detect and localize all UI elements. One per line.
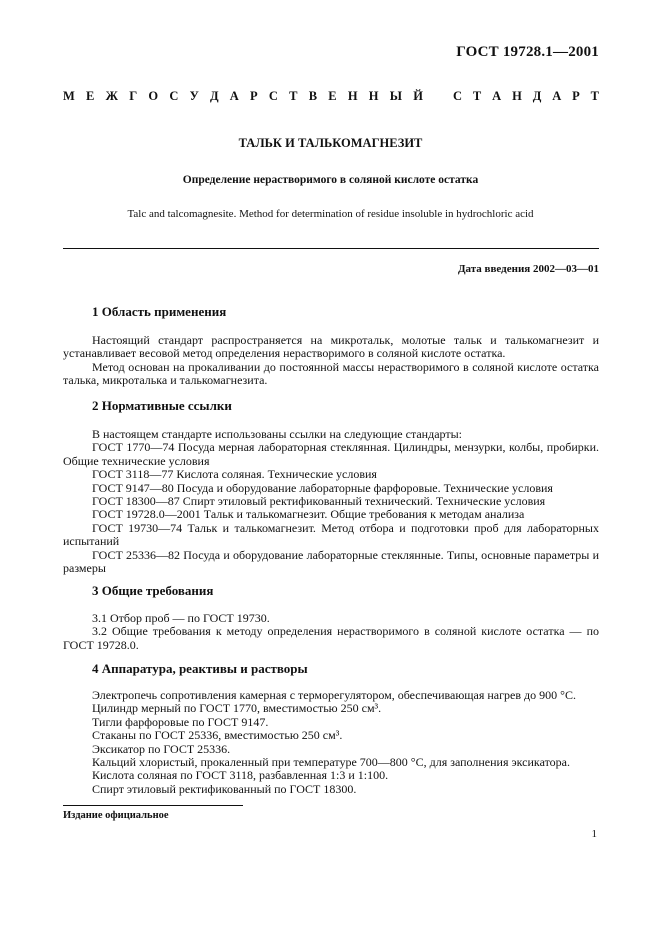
introduction-date: Дата введения 2002—03—01 [457,263,599,275]
normative-reference: ГОСТ 1770—74 Посуда мерная лабораторная стеклянная. Цилиндры, мензурки, колбы, пробирки. Общие технические условия [63,440,599,468]
equipment-item: Цилиндр мерный по ГОСТ 1770, вместимостью 250 см³. [92,701,382,716]
banner-letter: Н [347,89,358,103]
normative-reference: ГОСТ 18300—87 Спирт этиловый ректификованный технический. Технические условия [92,494,546,509]
header-divider [63,248,599,249]
interstate-word-2 [453,89,599,104]
equipment-item: Спирт этиловый ректификованный по ГОСТ 18300. [92,781,357,796]
document-title: ТАЛЬК И ТАЛЬКОМАГНЕЗИТ [238,136,423,150]
section-1-paragraph: Метод основан на прокаливании до постоянной массы нерастворимого в соляной кислоте остатка талька, микроталька и талькомагнезита. [63,359,599,388]
banner-letter: Г [129,89,138,103]
banner-letter: В [308,89,318,103]
section-3-heading: 3 Общие требования [92,583,214,598]
equipment-item: Тигли фарфоровые по ГОСТ 9147. [92,714,269,729]
banner-letter: Ы [389,89,403,103]
banner-letter: Й [413,89,423,103]
section-1-heading: 1 Область применения [92,304,227,319]
section-4-heading: 4 Аппаратура, реактивы и растворы [92,661,308,676]
equipment-item: Эксикатор по ГОСТ 25336. [92,741,231,756]
banner-letter: А [492,89,502,103]
banner-letter: Т [289,89,298,103]
section-3-body [63,612,599,652]
banner-letter: Н [512,89,522,103]
banner-letter: У [189,89,199,103]
banner-letter: М [63,89,75,103]
normative-reference: ГОСТ 3118—77 Кислота соляная. Технические условия [92,467,377,482]
section-4-body [63,689,599,796]
banner-letter: Е [86,89,95,103]
section-1-paragraph: Настоящий стандарт распространяется на микротальк, молотые тальк и талькомагнезит и устанавливает весовой метод определения нерастворимого в соляной кислоте остатка. [63,333,599,361]
banner-letter: Р [250,89,258,103]
section-2-heading: 2 Нормативные ссылки [92,398,232,413]
banner-letter: Т [590,89,599,103]
banner-letter: О [148,89,159,103]
section-2-body [63,428,599,575]
document-subtitle: Определение нерастворимого в соляной кислоте остатка [182,174,479,186]
equipment-item: Кальций хлористый, прокаленный при температуре 700—800 °С, для заполнения эксикатора. [92,755,570,770]
banner-letter: С [453,89,463,103]
section-3-paragraph: 3.1 Отбор проб — по ГОСТ 19730. [92,611,270,625]
normative-reference: ГОСТ 25336—82 Посуда и оборудование лабораторные стеклянные. Типы, основные параметры и размеры [63,547,599,576]
banner-letter: Т [472,89,482,103]
banner-letter: Р [572,89,580,103]
normative-reference: ГОСТ 9147—80 Посуда и оборудование лабораторные фарфоровые. Технические условия [92,480,553,495]
interstate-word-1 [63,89,423,104]
banner-letter: А [229,89,239,103]
equipment-item: Стаканы по ГОСТ 25336, вместимостью 250 см³. [92,728,343,743]
document-subtitle-english: Talc and talcomagnesite. Method for determination of residue insoluble in hydrochloric acid [127,208,534,220]
section-1-body [63,334,599,388]
banner-letter: С [268,89,278,103]
banner-letter: Ж [105,89,118,103]
banner-letter: С [169,89,179,103]
banner-letter: Д [209,89,219,103]
banner-letter: Д [532,89,542,103]
section-2-intro: В настоящем стандарте использованы ссылки на следующие стандарты: [92,427,463,441]
banner-letter: А [552,89,562,103]
page-number: 1 [591,828,597,840]
equipment-item: Электропечь сопротивления камерная с терморегулятором, обеспечивающая нагрев до 900 °С. [92,688,576,702]
section-3-paragraph: 3.2 Общие требования к методу определения нерастворимого в соляной кислоте остатка — по ГОСТ 19728.0. [63,624,599,652]
footer-divider [63,805,243,806]
banner-letter: Е [328,89,337,103]
normative-reference: ГОСТ 19728.0—2001 Тальк и талькомагнезит. Общие требования к методам анализа [92,507,525,522]
banner-letter: Н [368,89,379,103]
gost-code: ГОСТ 19728.1—2001 [456,44,599,60]
normative-reference: ГОСТ 19730—74 Тальк и талькомагнезит. Метод отбора и подготовки проб для лабораторных испытаний [63,520,599,549]
equipment-item: Кислота соляная по ГОСТ 3118, разбавленная 1:3 и 1:100. [92,768,389,783]
interstate-standard-banner [63,89,599,104]
official-edition-label: Издание официальное [63,810,169,821]
